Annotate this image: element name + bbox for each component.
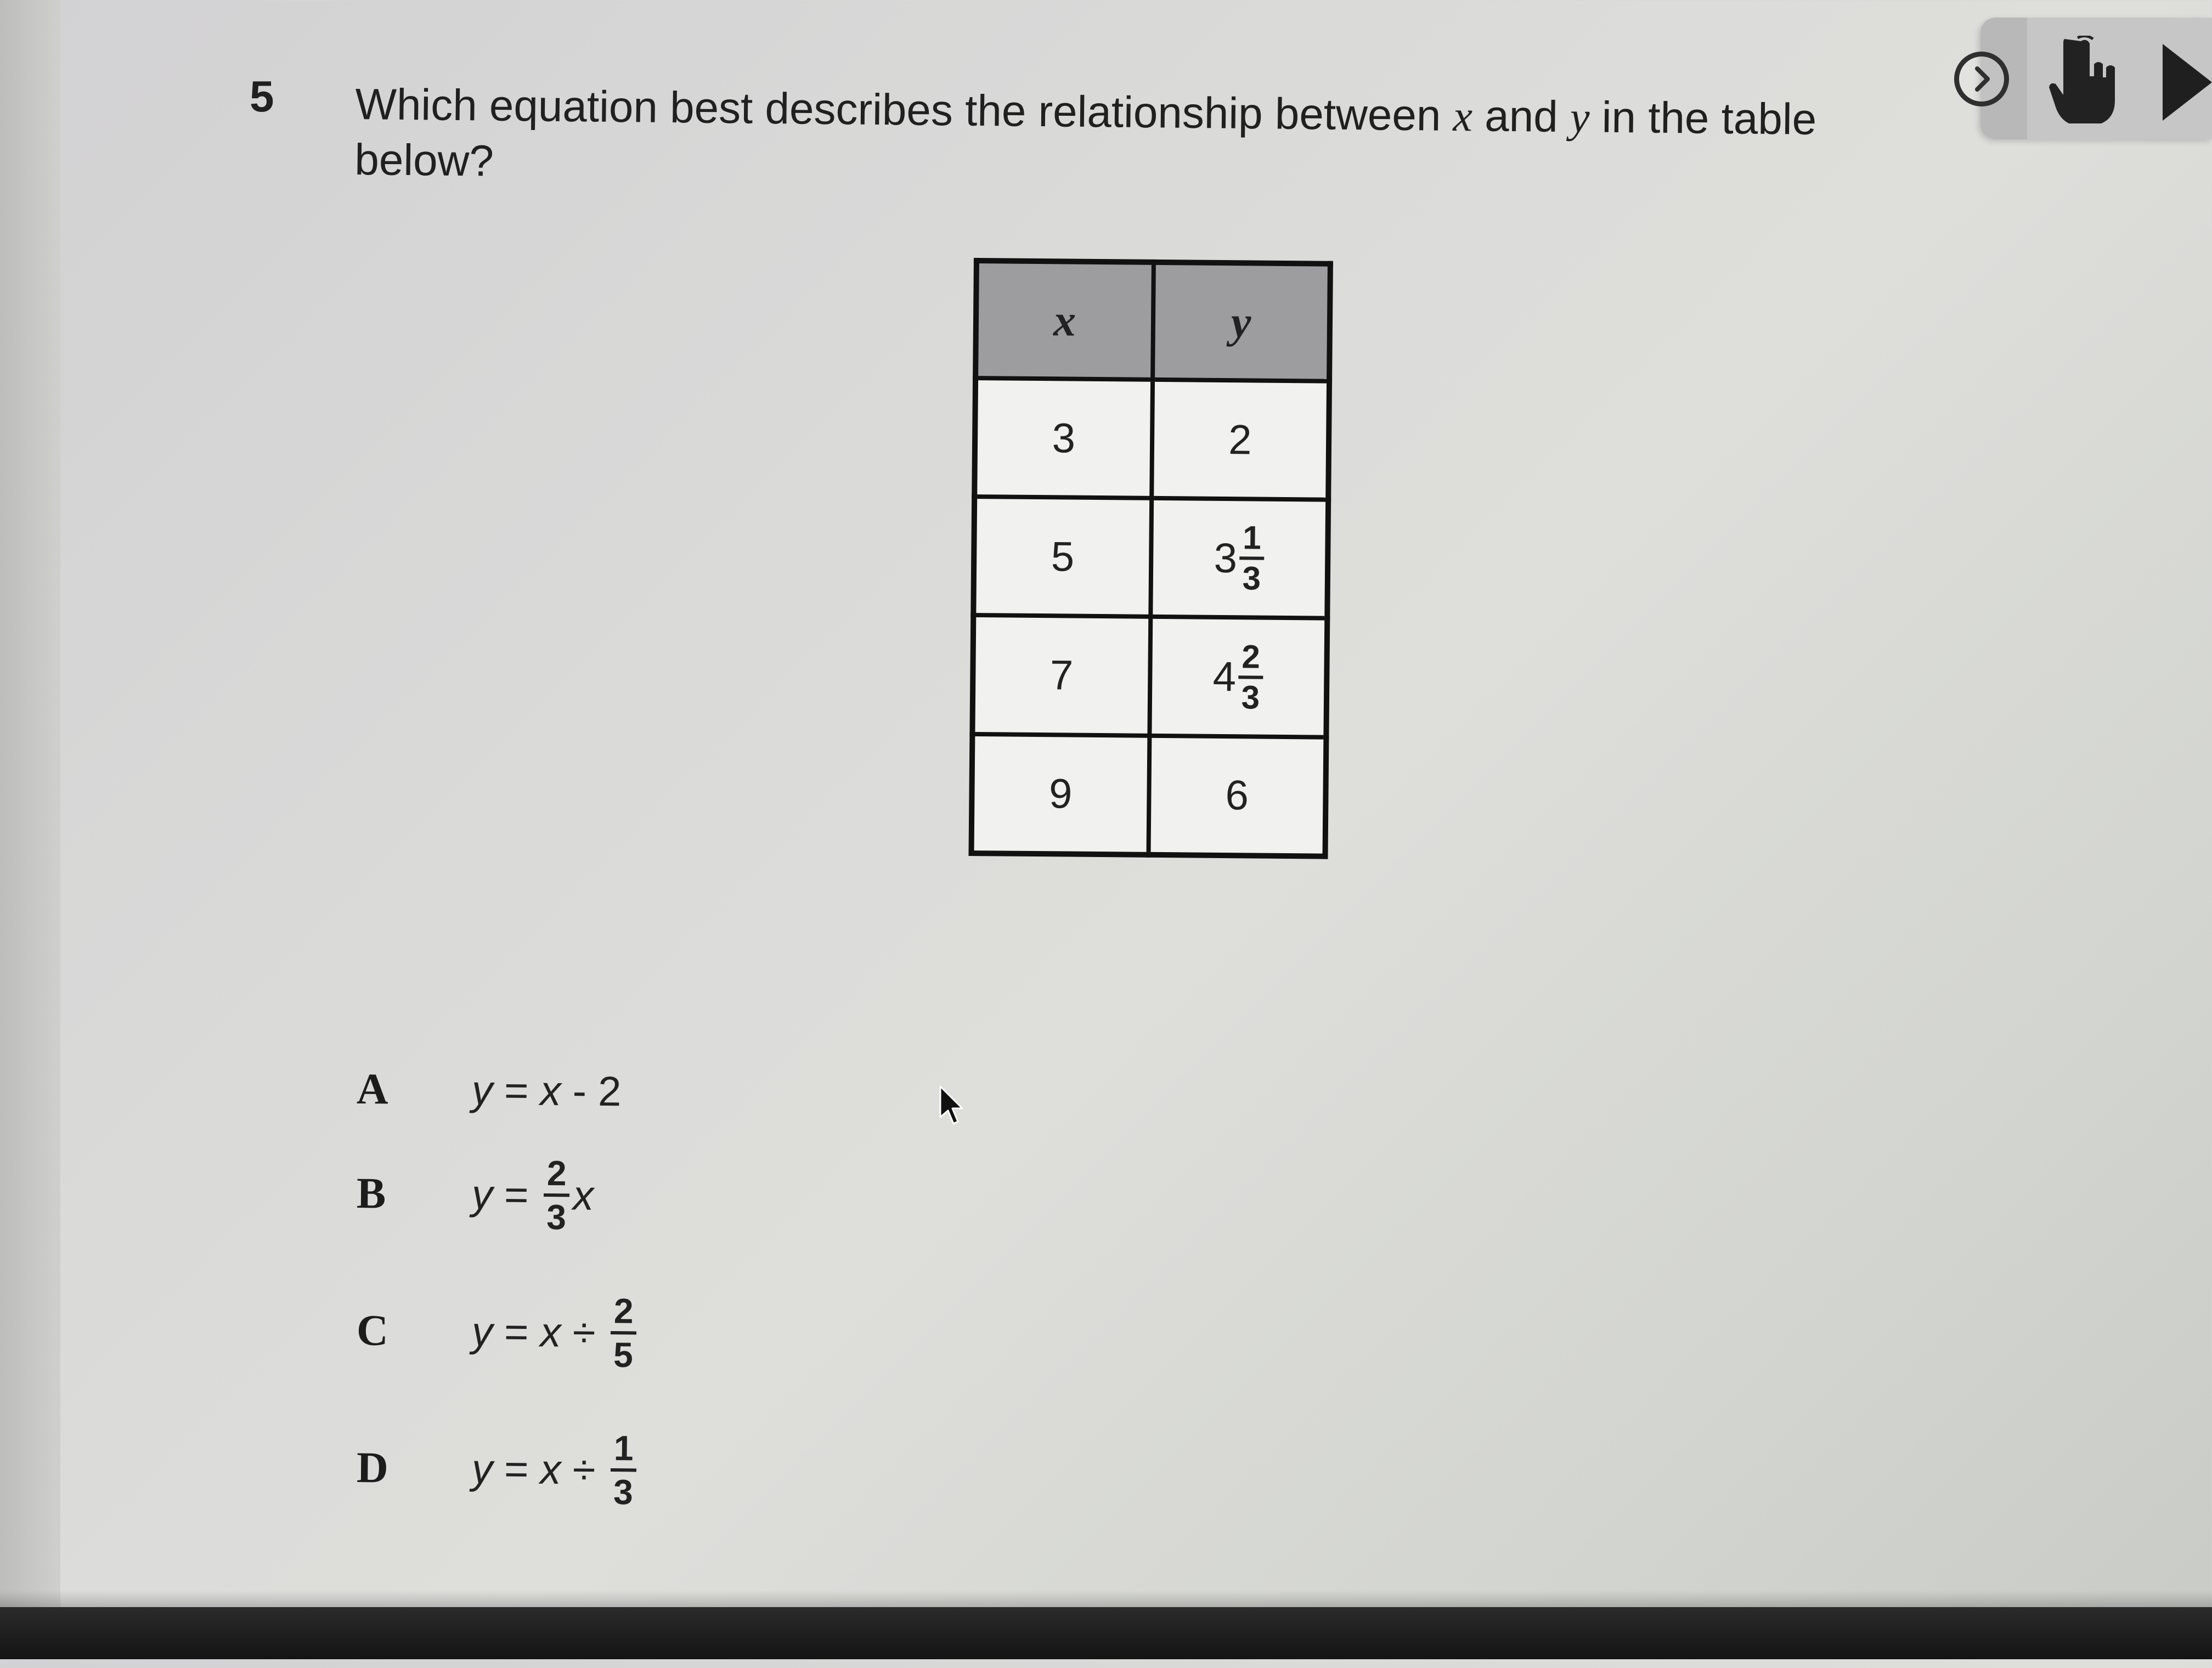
table-row	[972, 615, 1327, 737]
mixed-whole: 3	[1214, 534, 1238, 582]
var-x: x	[1453, 92, 1473, 141]
play-icon[interactable]	[2156, 38, 2212, 126]
option-letter: D	[356, 1443, 389, 1492]
option-equation: y = $\frac{2}{3}$ x	[471, 1153, 594, 1237]
xy-table	[968, 258, 1333, 859]
fraction-numerator: 2	[544, 1154, 570, 1197]
fraction-denominator: 3	[613, 1472, 634, 1512]
fraction-denominator: 5	[613, 1335, 634, 1375]
fraction	[1239, 521, 1265, 596]
cell-x: 5	[973, 497, 1151, 617]
var-y: y	[1570, 93, 1590, 142]
cell-y: 6	[1148, 736, 1326, 856]
fraction-denominator: 3	[546, 1197, 567, 1237]
table-row	[973, 497, 1328, 618]
fraction-denominator: 3	[1242, 560, 1261, 597]
fraction-numerator: 2	[1238, 639, 1263, 679]
option-equation: y = x - 2	[471, 1067, 622, 1115]
answer-option-a[interactable]	[357, 1064, 622, 1117]
monitor-bezel	[0, 1607, 2212, 1659]
next-circle-icon[interactable]	[1954, 52, 2009, 106]
fraction	[610, 1292, 637, 1374]
table-row	[972, 734, 1327, 856]
fraction-numerator: 1	[611, 1429, 637, 1472]
question-text: Which equation best describes the relationship between x and y in the table below?	[354, 79, 1817, 185]
table-row	[974, 378, 1329, 500]
fraction-numerator: 1	[1239, 521, 1265, 560]
option-letter: B	[356, 1169, 386, 1218]
answer-option-c[interactable]	[356, 1289, 640, 1374]
cell-x: 3	[974, 378, 1152, 498]
cell-y	[1150, 498, 1328, 618]
option-equation: y = x ÷ $\frac{1}{3}$	[471, 1428, 640, 1512]
cell-y: 2	[1152, 380, 1329, 500]
answer-option-d[interactable]	[356, 1427, 640, 1511]
cell-x: 7	[972, 615, 1150, 735]
fraction	[610, 1429, 637, 1511]
option-letter: C	[356, 1306, 389, 1355]
mixed-whole: 4	[1212, 653, 1237, 701]
fraction	[543, 1154, 570, 1236]
answer-option-b[interactable]	[356, 1152, 594, 1237]
fraction-numerator: 2	[611, 1292, 637, 1334]
option-letter: A	[356, 1065, 389, 1114]
option-equation: y = x ÷ $\frac{2}{5}$	[471, 1291, 640, 1374]
fraction	[1238, 639, 1263, 715]
mouse-cursor-icon	[939, 1085, 964, 1125]
cell-y	[1149, 617, 1327, 737]
left-bezel-shadow	[0, 0, 60, 1659]
cell-x: 9	[972, 734, 1149, 855]
question-number: 5	[250, 72, 274, 121]
mixed-number	[1212, 639, 1263, 715]
table-header-row	[975, 261, 1330, 381]
hand-pointer-icon[interactable]	[2049, 36, 2120, 123]
header-x: x	[975, 261, 1153, 380]
mixed-number	[1214, 520, 1265, 596]
header-y: y	[1153, 262, 1330, 381]
fraction-denominator: 3	[1241, 678, 1260, 716]
